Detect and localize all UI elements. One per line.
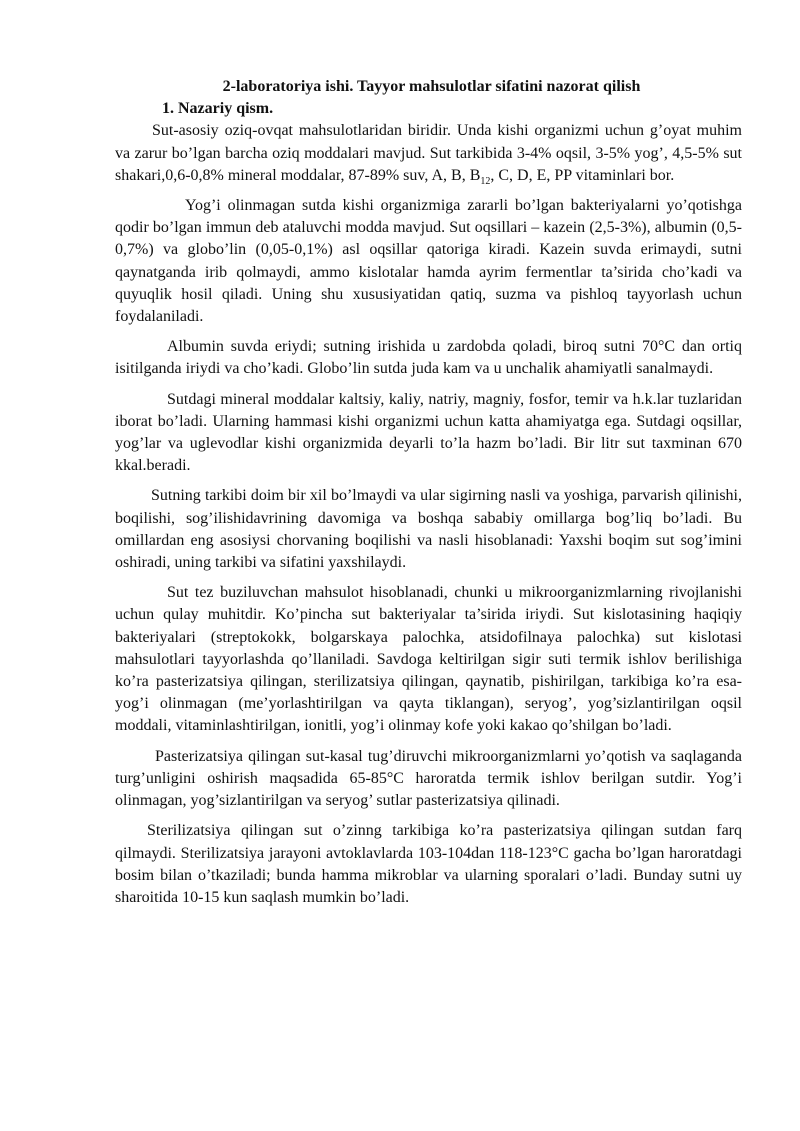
paragraph-5: Sutning tarkibi doim bir xil bo’lmaydi va ular sigirning nasli va yoshiga, parvarish qilinishi, boqilishi, sog’ilishidavrining davomiga va boshqa sababiy omillarga bog’liq bo’ladi. Bu omillardan eng asosiysi chorvaning boqilishi va nasli hisoblanadi: Yaxshi boqim sut sog’imini oshiradi, uning tarkibi va sifatini yaxshilaydi. <box>115 487 742 572</box>
page-title: 2-laboratoriya ishi. Tayyor mahsulotlar sifatini nazorat qilish <box>222 78 641 95</box>
paragraph-3: Albumin suvda eriydi; sutning irishida u zardobda qoladi, biroq sutni 70°C dan ortiq isitilganda iriydi va cho’kadi. Globo’lin sutda juda kam va u unchalik ahamiyatli sanalmaydi. <box>115 338 742 378</box>
paragraph-1 <box>115 120 742 187</box>
paragraph-6: Sut tez buziluvchan mahsulot hisoblanadi, chunki u mikroorganizmlarning rivojlanishi uchun qulay muhitdir. Ko’pincha sut bakteriyalar ta’sirida iriydi. Sut kislotasining haqiqiy bakteriyalari (streptokokk, bolgarskaya palochka, atsidofilnaya palochka) sut kislotasi mahsulotlari tayyorlashda qo’llaniladi. Savdoga keltirilgan sigir suti termik ishlov berilishiga ko’ra pasterizatsiya qilingan, sterilizatsiya qilingan, qaynatib, pishirilgan, tarkibiga ko’ra esa-yog’i olinmagan (me’yorlashtirilgan va qayta tiklangan), seryog’, yog’sizlantirilgan oqsil moddali, vitaminlashtirilgan, ionitli, yog’i olinmay kofe yoki kakao qo’shilgan bo’ladi. <box>115 584 742 735</box>
paragraph-7: Pasterizatsiya qilingan sut-kasal tug’diruvchi mikroorganizmlarni yo’qotish va saqlaganda turg’unligini oshirish maqsadida 65-85°C haroratda termik ishlov berilgan sutdir. Yog’i olinmagan, yog’sizlantirilgan va seryog’ sutlar pasterizatsiya qilinadi. <box>115 747 742 810</box>
paragraph-2: Yog’i olinmagan sutda kishi organizmiga zararli bo’lgan bakteriyalarni yo’qotishga qodir bo’lgan immun deb ataluvchi modda mavjud. Sut oqsillari – kazein (2,5-3%), albumin (0,5-0,7%) va globo’lin (0,05-0,1%) asl oqsillar qatoriga kiradi. Kazein suvda erimaydi, sutni qaynatganda irib qolmaydi, ammo kislotalar hamda ayrim fermentlar ta’sirida cho’kadi va quyuqlik hosil qiladi. Uning shu xususiyatidan qatiq, suzma va pishloq tayyorlash uchun foydalaniladi. <box>115 197 742 326</box>
paragraph-4: Sutdagi mineral moddalar kaltsiy, kaliy, natriy, magniy, fosfor, temir va h.k.lar tuzlaridan iborat bo’ladi. Ularning hammasi kishi organizmi uchun katta ahamiyatga ega. Sutdagi oqsillar, yog’lar va uglevodlar kishi organizmida deyarli to’la hazm bo’ladi. Bir litr sut taxminan 670 kkal.beradi. <box>115 390 742 475</box>
paragraph-1-text: Sut-asosiy oziq-ovqat mahsulotlaridan biridir. Unda kishi organizmi uchun g’oyat muhim va zarur bo’lgan barcha oziq moddalari mavjud. Sut tarkibida 3-4% oqsil, 3-5% yog’, 4,5-5% sut shakari,0,6-0,8% mineral moddalar, 87-89% suv, A, B, B <box>115 122 742 184</box>
document-page <box>115 76 742 917</box>
paragraph-8: Sterilizatsiya qilingan sut o’zinng tarkibiga ko’ra pasterizatsiya qilingan sutdan farq qilmaydi. Sterilizatsiya jarayoni avtoklavlarda 103-104dan 118-123°C gacha bo’lgan haroratdagi bosim bilan o’tkaziladi; bunda hamma mikroblar va ularning sporalari o’ladi. Bunday sutni uy sharoitida 10-15 kun saqlash mumkin bo’ladi. <box>115 822 742 906</box>
paragraph-1-subscript: 12 <box>480 176 491 187</box>
paragraph-1-tail: , C, D, E, PP vitaminlari bor. <box>490 166 675 184</box>
section-heading: 1. Nazariy qism. <box>162 100 274 118</box>
